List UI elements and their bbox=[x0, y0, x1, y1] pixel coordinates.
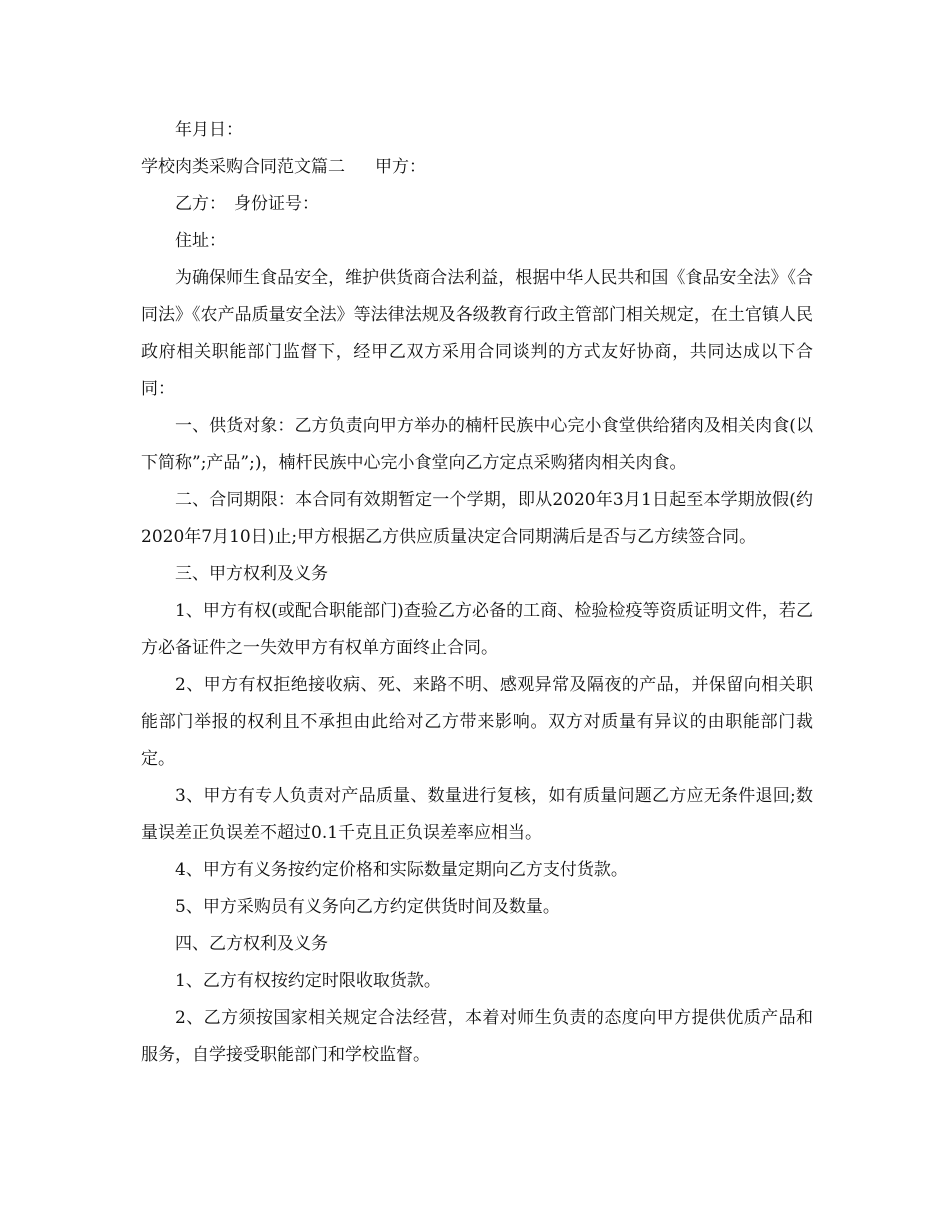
party-b-label: 乙方： bbox=[175, 194, 226, 214]
clause-contract-term: 二、合同期限：本合同有效期暂定一个学期，即从2020年3月1日起至本学期放假(约2020年7月10日)止;甲方根据乙方供应质量决定合同期满后是否与乙方续签合同。 bbox=[141, 490, 813, 547]
id-number-label: 身份证号： bbox=[234, 194, 319, 214]
section-party-b-rights-title: 四、乙方权利及义务 bbox=[175, 934, 328, 954]
party-a-item: 2、甲方有权拒绝接收病、死、来路不明、感观异常及隔夜的产品，并保留向相关职能部门举报的权利且不承担由此给对乙方带来影响。双方对质量有异议的由职能部门裁定。 bbox=[141, 675, 813, 769]
party-a-label: 甲方： bbox=[375, 157, 426, 177]
intro-paragraph: 为确保师生食品安全，维护供货商合法利益，根据中华人民共和国《食品安全法》《合同法》《农产品质量安全法》等法律法规及各级教育行政主管部门相关规定，在土官镇人民政府相关职能部门监督下，经甲乙双方采用合同谈判的方式友好协商，共同达成以下合同： bbox=[141, 268, 813, 399]
party-a-item: 4、甲方有义务按约定价格和实际数量定期向乙方支付货款。 bbox=[175, 860, 628, 880]
title-line bbox=[141, 149, 813, 186]
document-title: 学校肉类采购合同范文篇二 bbox=[141, 157, 345, 177]
party-b-item: 2、乙方须按国家相关规定合法经营，本着对师生负责的态度向甲方提供优质产品和服务，自学接受职能部门和学校监督。 bbox=[141, 1008, 813, 1065]
party-a-item: 5、甲方采购员有义务向乙方约定供货时间及数量。 bbox=[175, 897, 560, 917]
date-line bbox=[141, 112, 813, 149]
section-party-a-rights-title: 三、甲方权利及义务 bbox=[175, 564, 328, 584]
party-a-item: 3、甲方有专人负责对产品质量、数量进行复核，如有质量问题乙方应无条件退回;数量误差正负误差不超过0.1千克且正负误差率应相当。 bbox=[141, 786, 813, 843]
date-label: 年月日： bbox=[175, 120, 243, 140]
document-body bbox=[141, 112, 813, 1074]
address-label: 住址： bbox=[175, 231, 226, 251]
party-b-item: 1、乙方有权按约定时限收取货款。 bbox=[175, 971, 441, 991]
clause-supply-target: 一、供货对象：乙方负责向甲方举办的楠杆民族中心完小食堂供给猪肉及相关肉食(以下简称”;产品”;)，楠杆民族中心完小食堂向乙方定点采购猪肉相关肉食。 bbox=[141, 416, 813, 473]
address-line bbox=[141, 223, 813, 260]
party-a-item: 1、甲方有权(或配合职能部门)查验乙方必备的工商、检验检疫等资质证明文件，若乙方必备证件之一失效甲方有权单方面终止合同。 bbox=[141, 601, 813, 658]
party-b-line bbox=[141, 186, 813, 223]
